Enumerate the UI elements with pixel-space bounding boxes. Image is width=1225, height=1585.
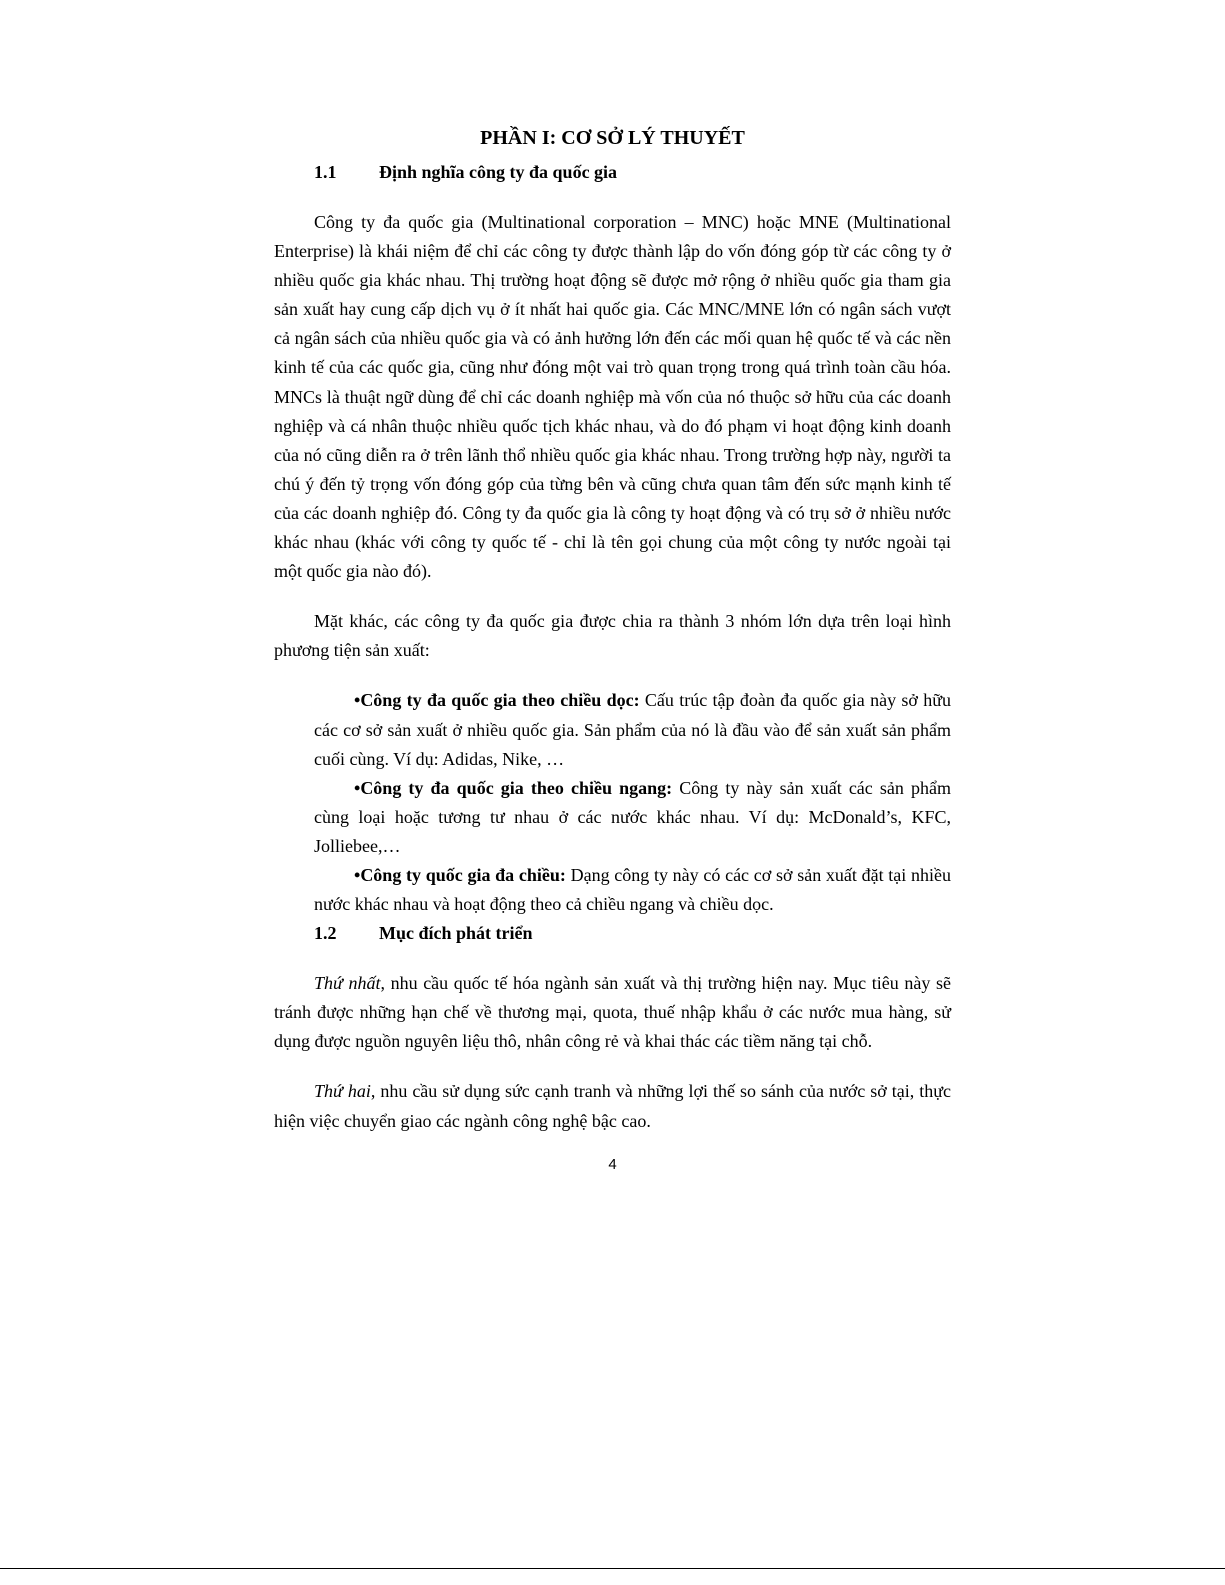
bottom-border <box>0 1568 1225 1569</box>
paragraph-lead: Thứ nhất <box>314 973 381 994</box>
classification-paragraph: Mặt khác, các công ty đa quốc gia được chia ra thành 3 nhóm lớn dựa trên loại hình phương tiện sản xuất: <box>274 611 951 661</box>
section-title: Mục đích phát triển <box>379 923 533 944</box>
purpose-paragraph-first <box>274 969 951 1056</box>
bullet-marker: • <box>354 864 361 885</box>
bullet-marker: • <box>354 690 361 711</box>
bullet-text: Công ty này sản xuất các sản phẩm cùng loại hoặc tương tư nhau ở các nước khác nhau. Ví dụ: McDonald’s, KFC, Jolliebee,… <box>314 777 951 856</box>
bullet-item-vertical <box>314 686 951 773</box>
paragraph-text: , nhu cầu sử dụng sức cạnh tranh và những lợi thế so sánh của nước sở tại, thực hiện việc chuyển giao các ngành công nghệ bậc cao. <box>274 1081 951 1131</box>
bullet-label: Công ty quốc gia đa chiều: <box>360 864 566 885</box>
section-heading-1-1 <box>314 158 951 187</box>
section-number: 1.2 <box>314 923 337 944</box>
page-number: 4 <box>608 1156 617 1173</box>
paragraph-text: , nhu cầu quốc tế hóa ngành sản xuất và thị trường hiện nay. Mục tiêu này sẽ tránh được những hạn chế về thương mại, quota, thuế nhập khẩu ở các nước mua hàng, sử dụng được nguồn nguyên liệu thô, nhân công rẻ và khai thác các tiềm năng tại chỗ. <box>274 973 951 1052</box>
bullet-item-multidimensional <box>314 861 951 919</box>
section-number: 1.1 <box>314 162 337 182</box>
chapter-title: PHẦN I: CƠ SỞ LÝ THUYẾT <box>480 127 745 149</box>
bullet-item-horizontal <box>314 774 951 861</box>
bullet-label: Công ty đa quốc gia theo chiều dọc: <box>360 690 640 711</box>
document-page <box>274 118 951 1136</box>
definition-paragraph: Công ty đa quốc gia (Multinational corporation – MNC) hoặc MNE (Multinational Enterprise) là khái niệm để chỉ các công ty được thành lập do vốn đóng góp từ các công ty ở nhiều quốc gia khác nhau. Thị trường hoạt động sẽ được mở rộng ở nhiều quốc gia tham gia sản xuất hay cung cấp dịch vụ ở ít nhất hai quốc gia. Các MNC/MNE lớn có ngân sách vượt cả ngân sách của nhiều quốc gia và có ảnh hưởng lớn đến các mối quan hệ quốc tế và các nền kinh tế của các quốc gia, cũng như đóng một vai trò quan trọng trong quá trình toàn cầu hóa. MNCs là thuật ngữ dùng để chỉ các doanh nghiệp mà vốn của nó thuộc sở hữu của các doanh nghiệp và cá nhân thuộc nhiều quốc tịch khác nhau, và do đó phạm vi hoạt động kinh doanh của nó cũng diễn ra ở trên lãnh thổ nhiều quốc gia khác nhau. Trong trường hợp này, người ta chú ý đến tỷ trọng vốn đóng góp của từng bên và cũng chưa quan tâm đến sức mạnh kinh tế của các doanh nghiệp đó. Công ty đa quốc gia là công ty hoạt động và có trụ sở ở nhiều nước khác nhau (khác với công ty quốc tế - chỉ là tên gọi chung của một công ty nước ngoài tại một quốc gia nào đó). <box>274 212 951 582</box>
bullet-text: Dạng công ty này có các cơ sở sản xuất đặt tại nhiều nước khác nhau và hoạt động theo cả chiều ngang và chiều dọc. <box>314 864 951 915</box>
bullet-text: Cấu trúc tập đoàn đa quốc gia này sở hữu các cơ sở sản xuất ở nhiều quốc gia. Sản phẩm của nó là đầu vào để sản xuất sản phẩm cuối cùng. Ví dụ: Adidas, Nike, … <box>314 690 952 769</box>
bullet-label: Công ty đa quốc gia theo chiều ngang: <box>360 777 673 798</box>
bullet-marker: • <box>354 777 361 798</box>
purpose-paragraph-second <box>274 1077 951 1135</box>
section-heading-1-2 <box>314 919 951 948</box>
section-title: Định nghĩa công ty đa quốc gia <box>379 162 618 182</box>
paragraph-lead: Thứ hai <box>314 1081 371 1102</box>
